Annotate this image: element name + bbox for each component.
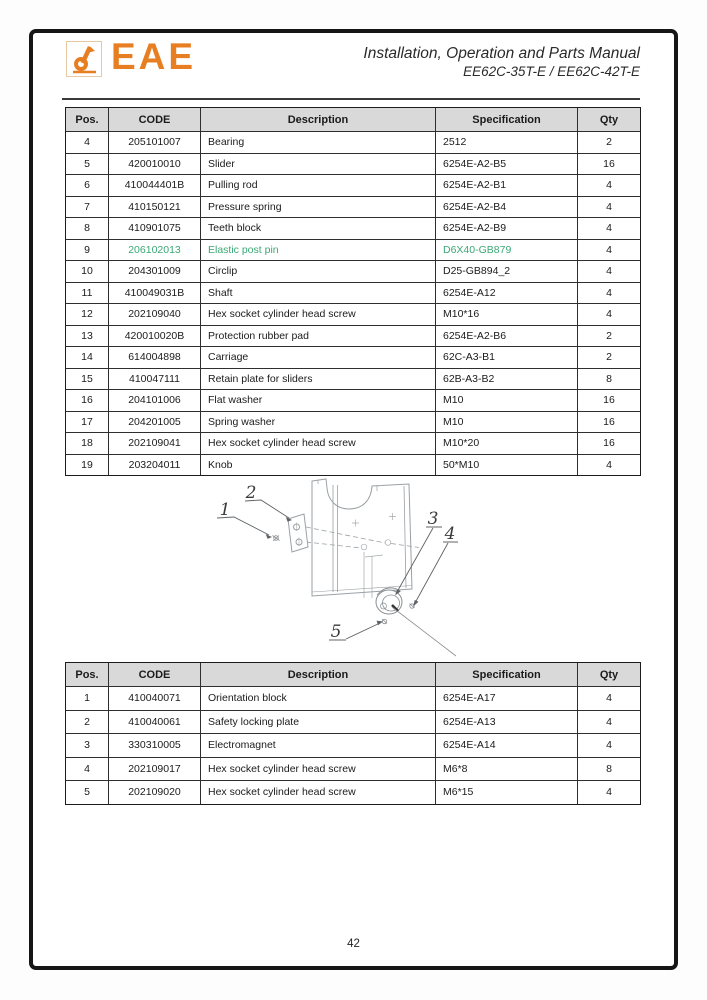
cell-code: 202109017 [109,757,201,781]
table-row [66,710,641,734]
part-label-1: 1 [219,500,231,520]
cell-spec: D6X40-GB879 [436,239,578,261]
header-divider [62,98,640,100]
cell-spec: M10 [436,390,578,412]
cell-qty: 16 [578,433,641,455]
logo-box [66,41,102,77]
table-row [66,781,641,805]
cell-pos: 4 [66,132,109,154]
table-row [66,153,641,175]
cell-qty: 4 [578,196,641,218]
cell-desc: Slider [201,153,436,175]
cell-code: 204101006 [109,390,201,412]
cell-desc: Flat washer [201,390,436,412]
cell-pos: 11 [66,282,109,304]
cell-desc: Safety locking plate [201,710,436,734]
cell-pos: 16 [66,390,109,412]
cell-spec: M6*8 [436,757,578,781]
cell-spec: 6254E-A2-B4 [436,196,578,218]
cell-qty: 8 [578,757,641,781]
cell-spec: 6254E-A2-B9 [436,218,578,240]
cell-desc: Pulling rod [201,175,436,197]
cell-desc: Hex socket cylinder head screw [201,757,436,781]
cell-qty: 4 [578,175,641,197]
cell-desc: Carriage [201,347,436,369]
cell-spec: M10*20 [436,433,578,455]
cell-desc: Hex socket cylinder head screw [201,304,436,326]
part-label-2: 2 [245,483,257,503]
table-row [66,196,641,218]
col-qty: Qty [578,663,641,687]
parts-table-lower [65,662,641,805]
cell-pos: 9 [66,239,109,261]
cell-qty: 4 [578,454,641,476]
table-row [66,282,641,304]
table-header-row [66,663,641,687]
cell-spec: 62B-A3-B2 [436,368,578,390]
table-row [66,261,641,283]
table-row [66,347,641,369]
table-row [66,175,641,197]
col-code: CODE [109,108,201,132]
cell-spec: 62C-A3-B1 [436,347,578,369]
cell-code: 203204011 [109,454,201,476]
cell-pos: 8 [66,218,109,240]
cell-code: 202109041 [109,433,201,455]
table-row [66,734,641,758]
cell-code: 206102013 [109,239,201,261]
cell-desc: Hex socket cylinder head screw [201,433,436,455]
table-row [66,132,641,154]
cell-desc: Elastic post pin [201,239,436,261]
col-description: Description [201,663,436,687]
cell-spec: 50*M10 [436,454,578,476]
exploded-diagram [180,458,500,662]
cell-qty: 4 [578,710,641,734]
manual-title: Installation, Operation and Parts Manual [363,45,640,62]
manual-title-block [363,44,640,81]
cell-qty: 16 [578,153,641,175]
table-row [66,239,641,261]
table-row [66,433,641,455]
page-frame [29,29,678,970]
table-row [66,687,641,711]
cell-spec: M10 [436,411,578,433]
cell-pos: 12 [66,304,109,326]
table-row [66,411,641,433]
table-row [66,325,641,347]
screw-part-1 [273,536,280,542]
part-label-4: 4 [444,524,456,544]
cell-code: 410044401B [109,175,201,197]
col-qty: Qty [578,108,641,132]
part-label-5: 5 [330,622,342,642]
cell-qty: 4 [578,781,641,805]
cell-code: 205101007 [109,132,201,154]
cell-desc: Teeth block [201,218,436,240]
cell-desc: Electromagnet [201,734,436,758]
table-header-row [66,108,641,132]
cell-spec: M6*15 [436,781,578,805]
screw-part-5 [382,619,387,624]
cell-code: 202109040 [109,304,201,326]
cell-spec: 2512 [436,132,578,154]
cell-spec: 6254E-A14 [436,734,578,758]
col-pos: Pos. [66,108,109,132]
table-row [66,218,641,240]
plate-detail-lines [352,513,396,598]
part-label-3: 3 [427,509,439,529]
cell-pos: 10 [66,261,109,283]
cell-spec: 6254E-A12 [436,282,578,304]
cell-qty: 2 [578,325,641,347]
cell-spec: M10*16 [436,304,578,326]
eae-logo-icon [69,44,99,74]
cell-desc: Hex socket cylinder head screw [201,781,436,805]
logo-text: EAE [111,36,197,77]
cell-pos: 19 [66,454,109,476]
cell-pos: 5 [66,781,109,805]
cell-spec: 6254E-A17 [436,687,578,711]
col-description: Description [201,108,436,132]
cell-code: 410901075 [109,218,201,240]
cell-desc: Protection rubber pad [201,325,436,347]
cell-qty: 4 [578,282,641,304]
cell-desc: Circlip [201,261,436,283]
table-row [66,304,641,326]
cell-code: 410047111 [109,368,201,390]
cell-qty: 4 [578,239,641,261]
cell-code: 614004898 [109,347,201,369]
cell-code: 410049031B [109,282,201,304]
parts-table-upper [65,107,641,476]
cell-desc: Pressure spring [201,196,436,218]
cell-code: 410040061 [109,710,201,734]
cell-pos: 13 [66,325,109,347]
col-code: CODE [109,663,201,687]
cell-qty: 4 [578,218,641,240]
cell-qty: 4 [578,304,641,326]
cell-pos: 14 [66,347,109,369]
cell-desc: Knob [201,454,436,476]
col-pos: Pos. [66,663,109,687]
cell-pos: 17 [66,411,109,433]
cell-code: 202109020 [109,781,201,805]
cell-pos: 4 [66,757,109,781]
cell-desc: Shaft [201,282,436,304]
cell-pos: 5 [66,153,109,175]
col-specification: Specification [436,663,578,687]
cell-desc: Retain plate for sliders [201,368,436,390]
cell-code: 204201005 [109,411,201,433]
cell-qty: 2 [578,347,641,369]
cell-pos: 3 [66,734,109,758]
cell-pos: 7 [66,196,109,218]
cell-spec: 6254E-A2-B1 [436,175,578,197]
cell-spec: 6254E-A2-B6 [436,325,578,347]
cell-qty: 4 [578,734,641,758]
col-specification: Specification [436,108,578,132]
cell-qty: 2 [578,132,641,154]
cell-qty: 16 [578,390,641,412]
cell-spec: 6254E-A2-B5 [436,153,578,175]
cell-code: 204301009 [109,261,201,283]
cell-qty: 16 [578,411,641,433]
cell-desc: Orientation block [201,687,436,711]
cell-code: 410040071 [109,687,201,711]
cell-qty: 4 [578,261,641,283]
cell-qty: 4 [578,687,641,711]
cell-desc: Spring washer [201,411,436,433]
cell-code: 410150121 [109,196,201,218]
page-number: 42 [347,938,360,950]
cell-spec: 6254E-A13 [436,710,578,734]
cell-pos: 18 [66,433,109,455]
cell-code: 420010020B [109,325,201,347]
cell-desc: Bearing [201,132,436,154]
cell-pos: 1 [66,687,109,711]
cell-pos: 15 [66,368,109,390]
cell-code: 420010010 [109,153,201,175]
cell-code: 330310005 [109,734,201,758]
cell-spec: D25-GB894_2 [436,261,578,283]
table-row [66,390,641,412]
table-row [66,757,641,781]
cell-pos: 2 [66,710,109,734]
cell-pos: 6 [66,175,109,197]
table-row [66,368,641,390]
model-numbers: EE62C-35T-E / EE62C-42T-E [463,64,640,79]
cell-qty: 8 [578,368,641,390]
